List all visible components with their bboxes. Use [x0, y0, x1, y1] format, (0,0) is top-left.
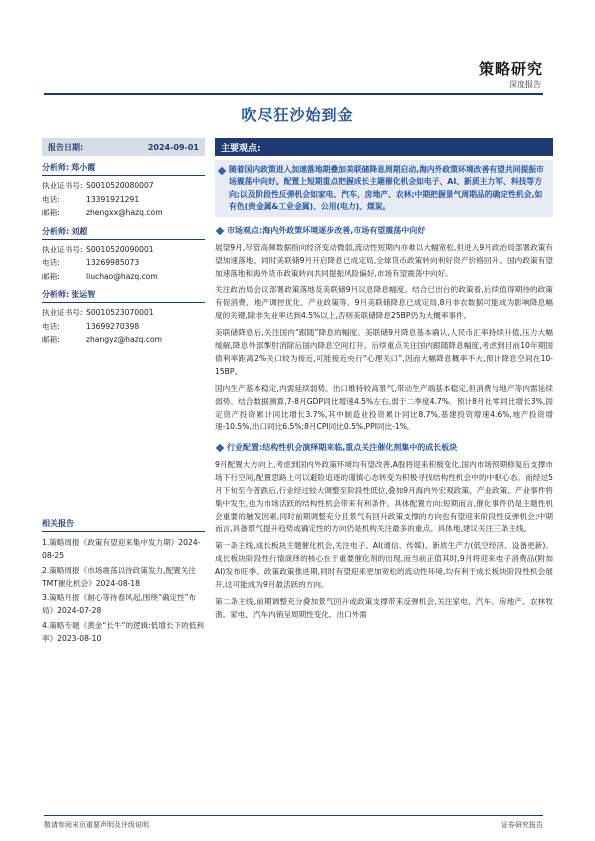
brand-title: 策略研究: [478, 60, 543, 78]
body-paragraph: 展望9月,尽管高频数据指向经济变动微弱,流动性短期内亦难以大幅宽松,但进入9月政治局部署政策有望加速落地。同时美联储9月开启降息已成定局,全球货币政策转向利好资产价格回升。国内政策有望加速落地和海外货币政策转向共同提振风险偏好,市场有望震荡中向好。: [215, 242, 553, 278]
related-report-item[interactable]: 1.策略周报《政策有望迎来集中发力期》2024-08-25: [42, 538, 201, 561]
date-label: 报告日期:: [48, 142, 84, 152]
analyst-block: [42, 289, 205, 347]
analyst-phone: 电话: 13699270398: [42, 321, 140, 331]
summary-text: 随着国内政策进入加速落地期叠加美联储降息周期启动,海内外政策环境改善有望共同提振市场震荡中向好。配置上短期重点把握成长主题催化机会如电子、AI、新质主力军、科技等方向;以及阶段性反弹机会如家电、汽车、房地产、农林;中期把握景气周期品的确定性机会,如有色(贵金属&工业金属)、公用(电力)、煤炭。: [229, 165, 544, 211]
diamond-bullet-icon: [218, 167, 226, 175]
related-report-item[interactable]: 2.策略周报《市场震荡以待政策发力,配置关注TMT催化机会》2024-08-18: [42, 565, 196, 588]
analyst-email[interactable]: 邮箱: zhangyz@hazq.com: [42, 335, 163, 344]
analyst-cert: 执业证书号: S0010520090001: [42, 244, 154, 254]
main-column: [215, 138, 553, 622]
left-column: [42, 138, 205, 347]
report-type: 深度报告: [509, 80, 541, 89]
analyst-email[interactable]: 邮箱: liuchao@hazq.com: [42, 271, 158, 281]
section-heading: 行业配置:结构性机会演绎期来临,重点关注催化剂集中的成长板块: [215, 442, 553, 455]
analyst-heading: 分析师: 郑小霞: [42, 162, 205, 176]
analyst-cert: 执业证书号: S0010520080007: [42, 181, 154, 190]
analyst-email[interactable]: 邮箱: zhengxx@hazq.com: [42, 208, 163, 217]
related-report-item[interactable]: 3.策略月报《耐心等待春风起,围绕“确定性”布局》2024-07-28: [42, 593, 197, 616]
diamond-bullet-icon: [216, 227, 224, 235]
analyst-heading: 分析师: 张运智: [42, 289, 205, 303]
diamond-bullet-icon: [216, 444, 224, 452]
date-value: 2024-09-01: [147, 142, 199, 152]
document-title: 吹尽狂沙始到金: [241, 106, 354, 124]
analyst-name: 张运智: [71, 290, 96, 299]
report-date-bar: [42, 138, 205, 156]
section-heading: 市场观点:海内外政策环境逐步改善,市场有望震荡中向好: [215, 225, 553, 238]
analyst-block: [42, 226, 205, 284]
analyst-phone: 电话: 13391921291: [42, 194, 140, 204]
body-paragraph: 第一条主线,成长板块主题催化机会,关注电子、AI(通信、传媒)、新质生产力(低空经济、设备更新)。成长板块阶段性行情演绎的核心在于重要催化剂的出现,而当前正值其时,9月将迎来电子消费品(附加AI)发布旺季、政策政策推进期,同时有望迎来更加宽松的流动性环境,均有利于成长板块阶段性机会展开,这可能成为9月最活跃的方向。: [215, 541, 553, 590]
analyst-name: 郑小霞: [71, 163, 96, 172]
analyst-cert: 执业证书号: S0010523070001: [42, 308, 154, 317]
analyst-heading: 分析师: 刘超: [42, 226, 205, 240]
body-paragraph: 9月配置大方向上,考虑到国内外政策环境均有望改善,A股将迎来积极变化,国内市场预期修复后支撑市场下行空间,配置思路上可以避险追逐的谨慎心态转变为积极寻找结构性机会中的中枢心态。而经过5月下旬至今普跌后,行业经过较大调整至阶段性低位,叠加9月海内外宏观政策、产业政策、产业事件将集中发生,也为市场活跃的结构性机会带来有利条件。具体配置方向:短期而言,催化事件仍是主题性机会重要的触发因素,同时前期调整充分且景气有回升政策支撑的方向也有望迎来阶段性反弹机会;中期而言,具备景气提升趋势或确定性的方向仍是机构关注最多的重点。具体地,建议关注三条主线。: [215, 459, 553, 534]
related-report-item[interactable]: 4.策略专题《黄金“长牛”的逻辑:低增长下的低利率》2023-08-10: [42, 620, 204, 644]
analyst-name: 刘超: [71, 226, 88, 236]
summary-box: [215, 160, 553, 217]
header-rule: [44, 93, 543, 95]
analyst-block: [42, 162, 205, 220]
main-heading: 主要观点:: [215, 138, 553, 156]
footer-disclaimer: 敬请参阅末页重要声明及评级说明: [44, 821, 149, 829]
footer-rule: [44, 815, 543, 816]
body-paragraph: 第二条主线,前期调整充分叠加景气回升或政策支撑带来反弹机会,关注家电、汽车、房地产、农林牧渔。家电、汽车内销呈周期性变化、出口外需: [215, 596, 553, 619]
related-heading: 相关报告: [42, 518, 205, 532]
related-reports: [42, 518, 205, 646]
analyst-phone: 电话: 13269985073: [42, 258, 140, 267]
body-paragraph: 关注政治局会议部署政策落地及美联储9月议息降息幅度。结合已出台的政策看,后续值得期待的政策有促消费、地产调控优化、产业政策等。9月美联储降息已成定局,8月非农数据可能成为影响降息幅度的关键,除非失业率达到4.5%以上,否则美联储降息25BP仍为大概率事件。: [215, 285, 553, 321]
body-paragraph: 国内生产基本稳定,内需延续弱势。出口维持较高景气,带动生产端基本稳定,但消费与地产等内需延续弱势。结合数据测算,7-8月GDP同比增速4.5%左右,弱于二季度4.7%。预计8月社零同比增长3%,固定资产投资累计同比增长3.7%,其中制造业投资累计同比8.7%,基建投资增速4.6%,地产投资增速-10.5%,出口同比6.5%;8月CPI同比0.5%,PPI同比-1%。: [215, 383, 553, 432]
body-paragraph: 美联储降息后,关注国内“跟随”降息的幅度。美联储9月降息基本确认,人民币汇率持续升值,压力大幅缓解,降息外部掣肘消除后国内降息空间打开。后续重点关注国内跟随降息幅度,考虑到目前10年期国债利率距离2%关口较为接近,可能接近央行“心理关口”,因而大幅降息概率不大,预计降息空间在10-15BP。: [215, 328, 553, 376]
footer-label: 证券研究报告: [501, 821, 543, 829]
